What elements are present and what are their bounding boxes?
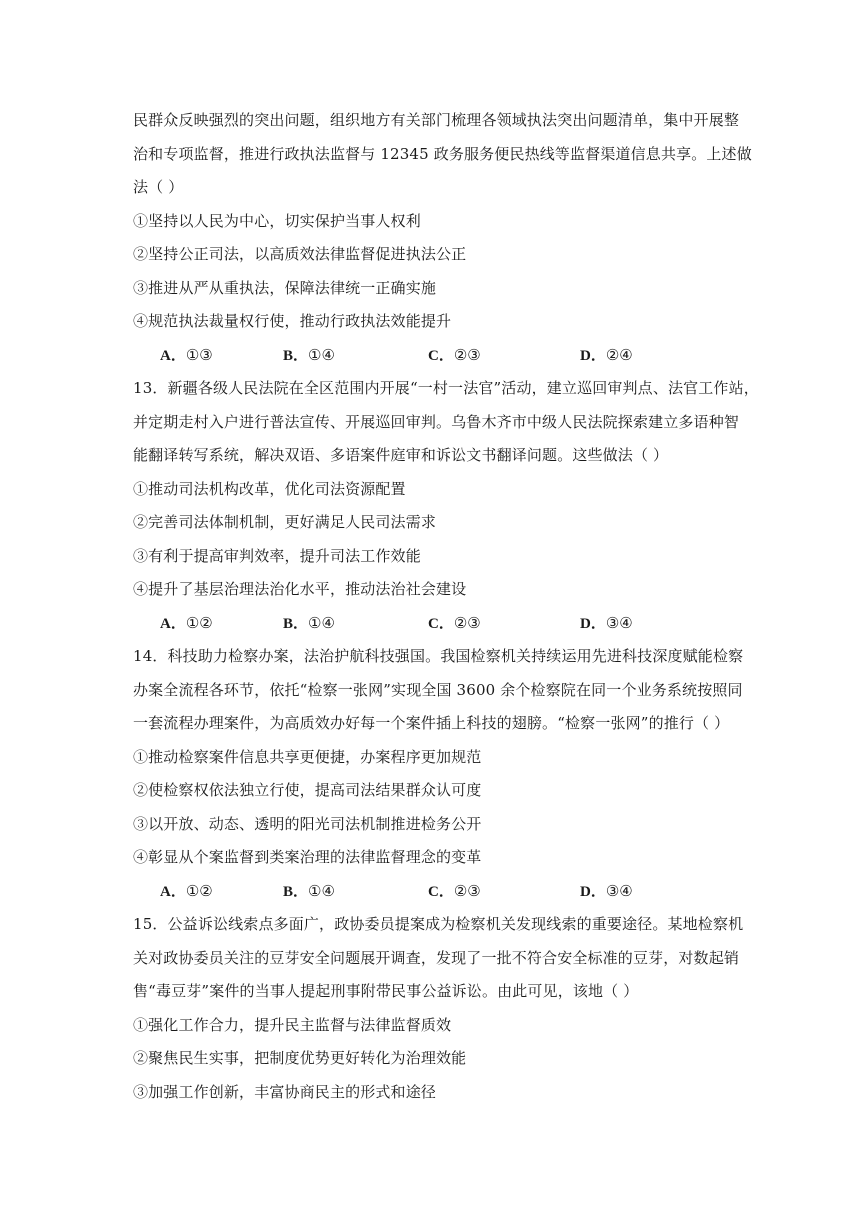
statement-2: ②坚持公正司法，以高质效法律监督促进执法公正	[133, 245, 467, 263]
question-stem-line: 13．新疆各级人民法院在全区范围内开展“一村一法官”活动，建立巡回审判点、法官工作站，	[133, 379, 759, 397]
option-c: C．②③	[428, 613, 481, 632]
question-15	[133, 908, 744, 1109]
option-c: C．②③	[428, 345, 481, 364]
option-a: A．①③	[160, 345, 213, 364]
statement-1: ①推动检察案件信息共享更便捷，办案程序更加规范	[133, 747, 482, 766]
answer-options	[133, 607, 733, 641]
question-14	[133, 640, 744, 908]
statement-1: ①坚持以人民为中心，切实保护当事人权利	[133, 211, 421, 230]
statement-4: ④彰显从个案监督到类案治理的法律监督理念的变革	[133, 848, 482, 866]
question-12	[133, 104, 752, 372]
question-stem-line: 治和专项监督，推进行政执法监督与 12345 政务服务便民热线等监督渠道信息共享。上述做	[133, 144, 752, 163]
option-d: D．③④	[580, 881, 633, 900]
answer-options	[133, 875, 733, 909]
answer-options	[133, 339, 733, 373]
statement-1: ①强化工作合力，提升民主监督与法律监督质效	[133, 1015, 452, 1034]
statement-3: ③以开放、动态、透明的阳光司法机制推进检务公开	[133, 814, 482, 833]
question-13	[133, 372, 759, 640]
question-stem-line: 法（ ）	[133, 178, 184, 196]
question-stem-line: 14．科技助力检察办案，法治护航科技强国。我国检察机关持续运用先进科技深度赋能检察	[133, 647, 744, 665]
option-d: D．②④	[580, 345, 633, 364]
statement-3: ③加强工作创新，丰富协商民主的形式和途径	[133, 1082, 437, 1101]
option-b: B．①④	[283, 881, 335, 900]
statement-3: ③有利于提高审判效率，提升司法工作效能	[133, 546, 421, 565]
statement-2: ②完善司法体制机制，更好满足人民司法需求	[133, 513, 437, 531]
question-stem-line: 并定期走村入户进行普法宣传、开展巡回审判。乌鲁木齐市中级人民法院探索建立多语种智	[133, 412, 740, 431]
option-c: C．②③	[428, 881, 481, 900]
statement-2: ②聚焦民生实事，把制度优势更好转化为治理效能	[133, 1049, 467, 1067]
question-content	[133, 104, 759, 1109]
option-b: B．①④	[283, 613, 335, 632]
question-stem-line: 售“毒豆芽”案件的当事人提起刑事附带民事公益诉讼。由此可见，该地（ ）	[133, 982, 639, 1000]
option-a: A．①②	[160, 613, 213, 632]
question-stem-line: 能翻译转写系统，解决双语、多语案件庭审和诉讼文书翻译问题。这些做法（ ）	[133, 446, 669, 464]
question-stem-line: 15．公益诉讼线索点多面广，政协委员提案成为检察机关发现线索的重要途径。某地检察机	[133, 915, 744, 933]
statement-4: ④规范执法裁量权行使，推动行政执法效能提升	[133, 312, 452, 330]
question-stem-line: 民群众反映强烈的突出问题，组织地方有关部门梳理各领域执法突出问题清单，集中开展整	[133, 111, 740, 129]
statement-2: ②使检察权依法独立行使，提高司法结果群众认可度	[133, 781, 482, 799]
option-d: D．③④	[580, 613, 633, 632]
option-a: A．①②	[160, 881, 213, 900]
statement-1: ①推动司法机构改革，优化司法资源配置	[133, 479, 406, 498]
option-b: B．①④	[283, 345, 335, 364]
question-stem-line: 办案全流程各环节，依托“检察一张网”实现全国 3600 余个检察院在同一个业务系统按照同	[133, 680, 743, 699]
question-stem-line: 一套流程办理案件，为高质效办好每一个案件插上科技的翅膀。“检察一张网”的推行（ ）	[133, 714, 730, 732]
statement-4: ④提升了基层治理法治化水平，推动法治社会建设	[133, 580, 467, 598]
question-stem-line: 关对政协委员关注的豆芽安全问题展开调查，发现了一批不符合安全标准的豆芽，对数起销	[133, 948, 740, 967]
statement-3: ③推进从严从重执法，保障法律统一正确实施	[133, 278, 437, 297]
